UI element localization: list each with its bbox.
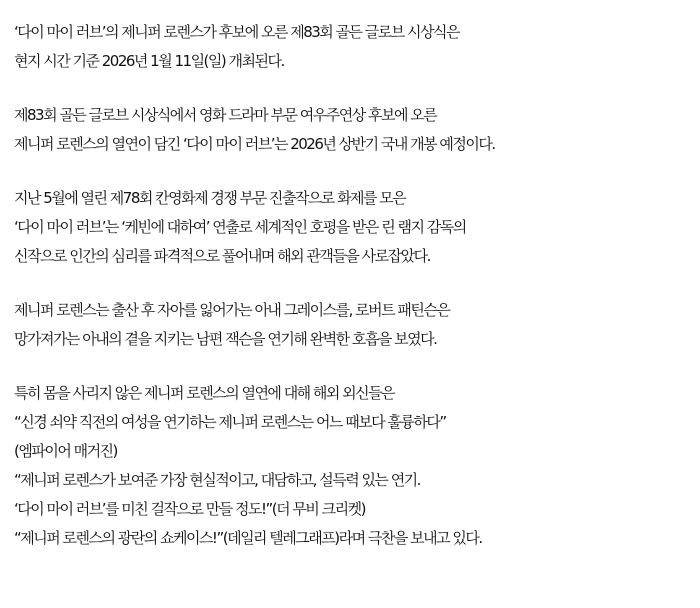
text-line: 특히 몸을 사리지 않은 제니퍼 로렌스의 열연에 대해 해외 외신들은 xyxy=(14,384,395,402)
text-line: “제니퍼 로렌스의 광란의 쇼케이스!”(데일리 텔레그래프)라며 극찬을 보내고 있다. xyxy=(14,529,482,547)
paragraph-cannes xyxy=(14,184,694,271)
paragraph-golden-globe-date xyxy=(14,18,694,76)
text-line: ‘다이 마이 러브’의 제니퍼 로렌스가 후보에 오른 제83회 골든 글로브 시상식은 xyxy=(14,23,460,41)
text-line: ‘다이 마이 러브’는 ‘케빈에 대하여’ 연출로 세계적인 호평을 받은 린 램지 감독의 xyxy=(14,218,466,236)
text-line: “신경 쇠약 직전의 여성을 연기하는 제니퍼 로렌스는 어느 때보다 훌륭하다” xyxy=(14,413,446,431)
text-line: 제83회 골든 글로브 시상식에서 영화 드라마 부문 여우주연상 후보에 오른 xyxy=(14,106,437,124)
text-line: 현지 시간 기준 2026년 1월 11일(일) 개최된다. xyxy=(14,52,284,70)
text-line: 제니퍼 로렌스는 출산 후 자아를 잃어가는 아내 그레이스를, 로버트 패틴슨은 xyxy=(14,301,450,319)
paragraph-nomination xyxy=(14,101,694,159)
text-line: 망가져가는 아내의 곁을 지키는 남편 잭슨을 연기해 완벽한 호흡을 보였다. xyxy=(14,330,437,348)
paragraph-reviews xyxy=(14,379,694,553)
text-line: (엠파이어 매거진) xyxy=(14,442,117,460)
article-body xyxy=(14,18,694,578)
text-line: 제니퍼 로렌스의 열연이 담긴 ‘다이 마이 러브’는 2026년 상반기 국내 개봉 예정이다. xyxy=(14,135,495,153)
text-line: “제니퍼 로렌스가 보여준 가장 현실적이고, 대담하고, 설득력 있는 연기. xyxy=(14,471,420,489)
text-line: ‘다이 마이 러브’를 미친 걸작으로 만들 정도!”(더 무비 크리켓) xyxy=(14,500,365,518)
paragraph-cast xyxy=(14,296,694,354)
text-line: 지난 5월에 열린 제78회 칸영화제 경쟁 부문 진출작으로 화제를 모은 xyxy=(14,189,406,207)
text-line: 신작으로 인간의 심리를 파격적으로 풀어내며 해외 관객들을 사로잡았다. xyxy=(14,247,430,265)
